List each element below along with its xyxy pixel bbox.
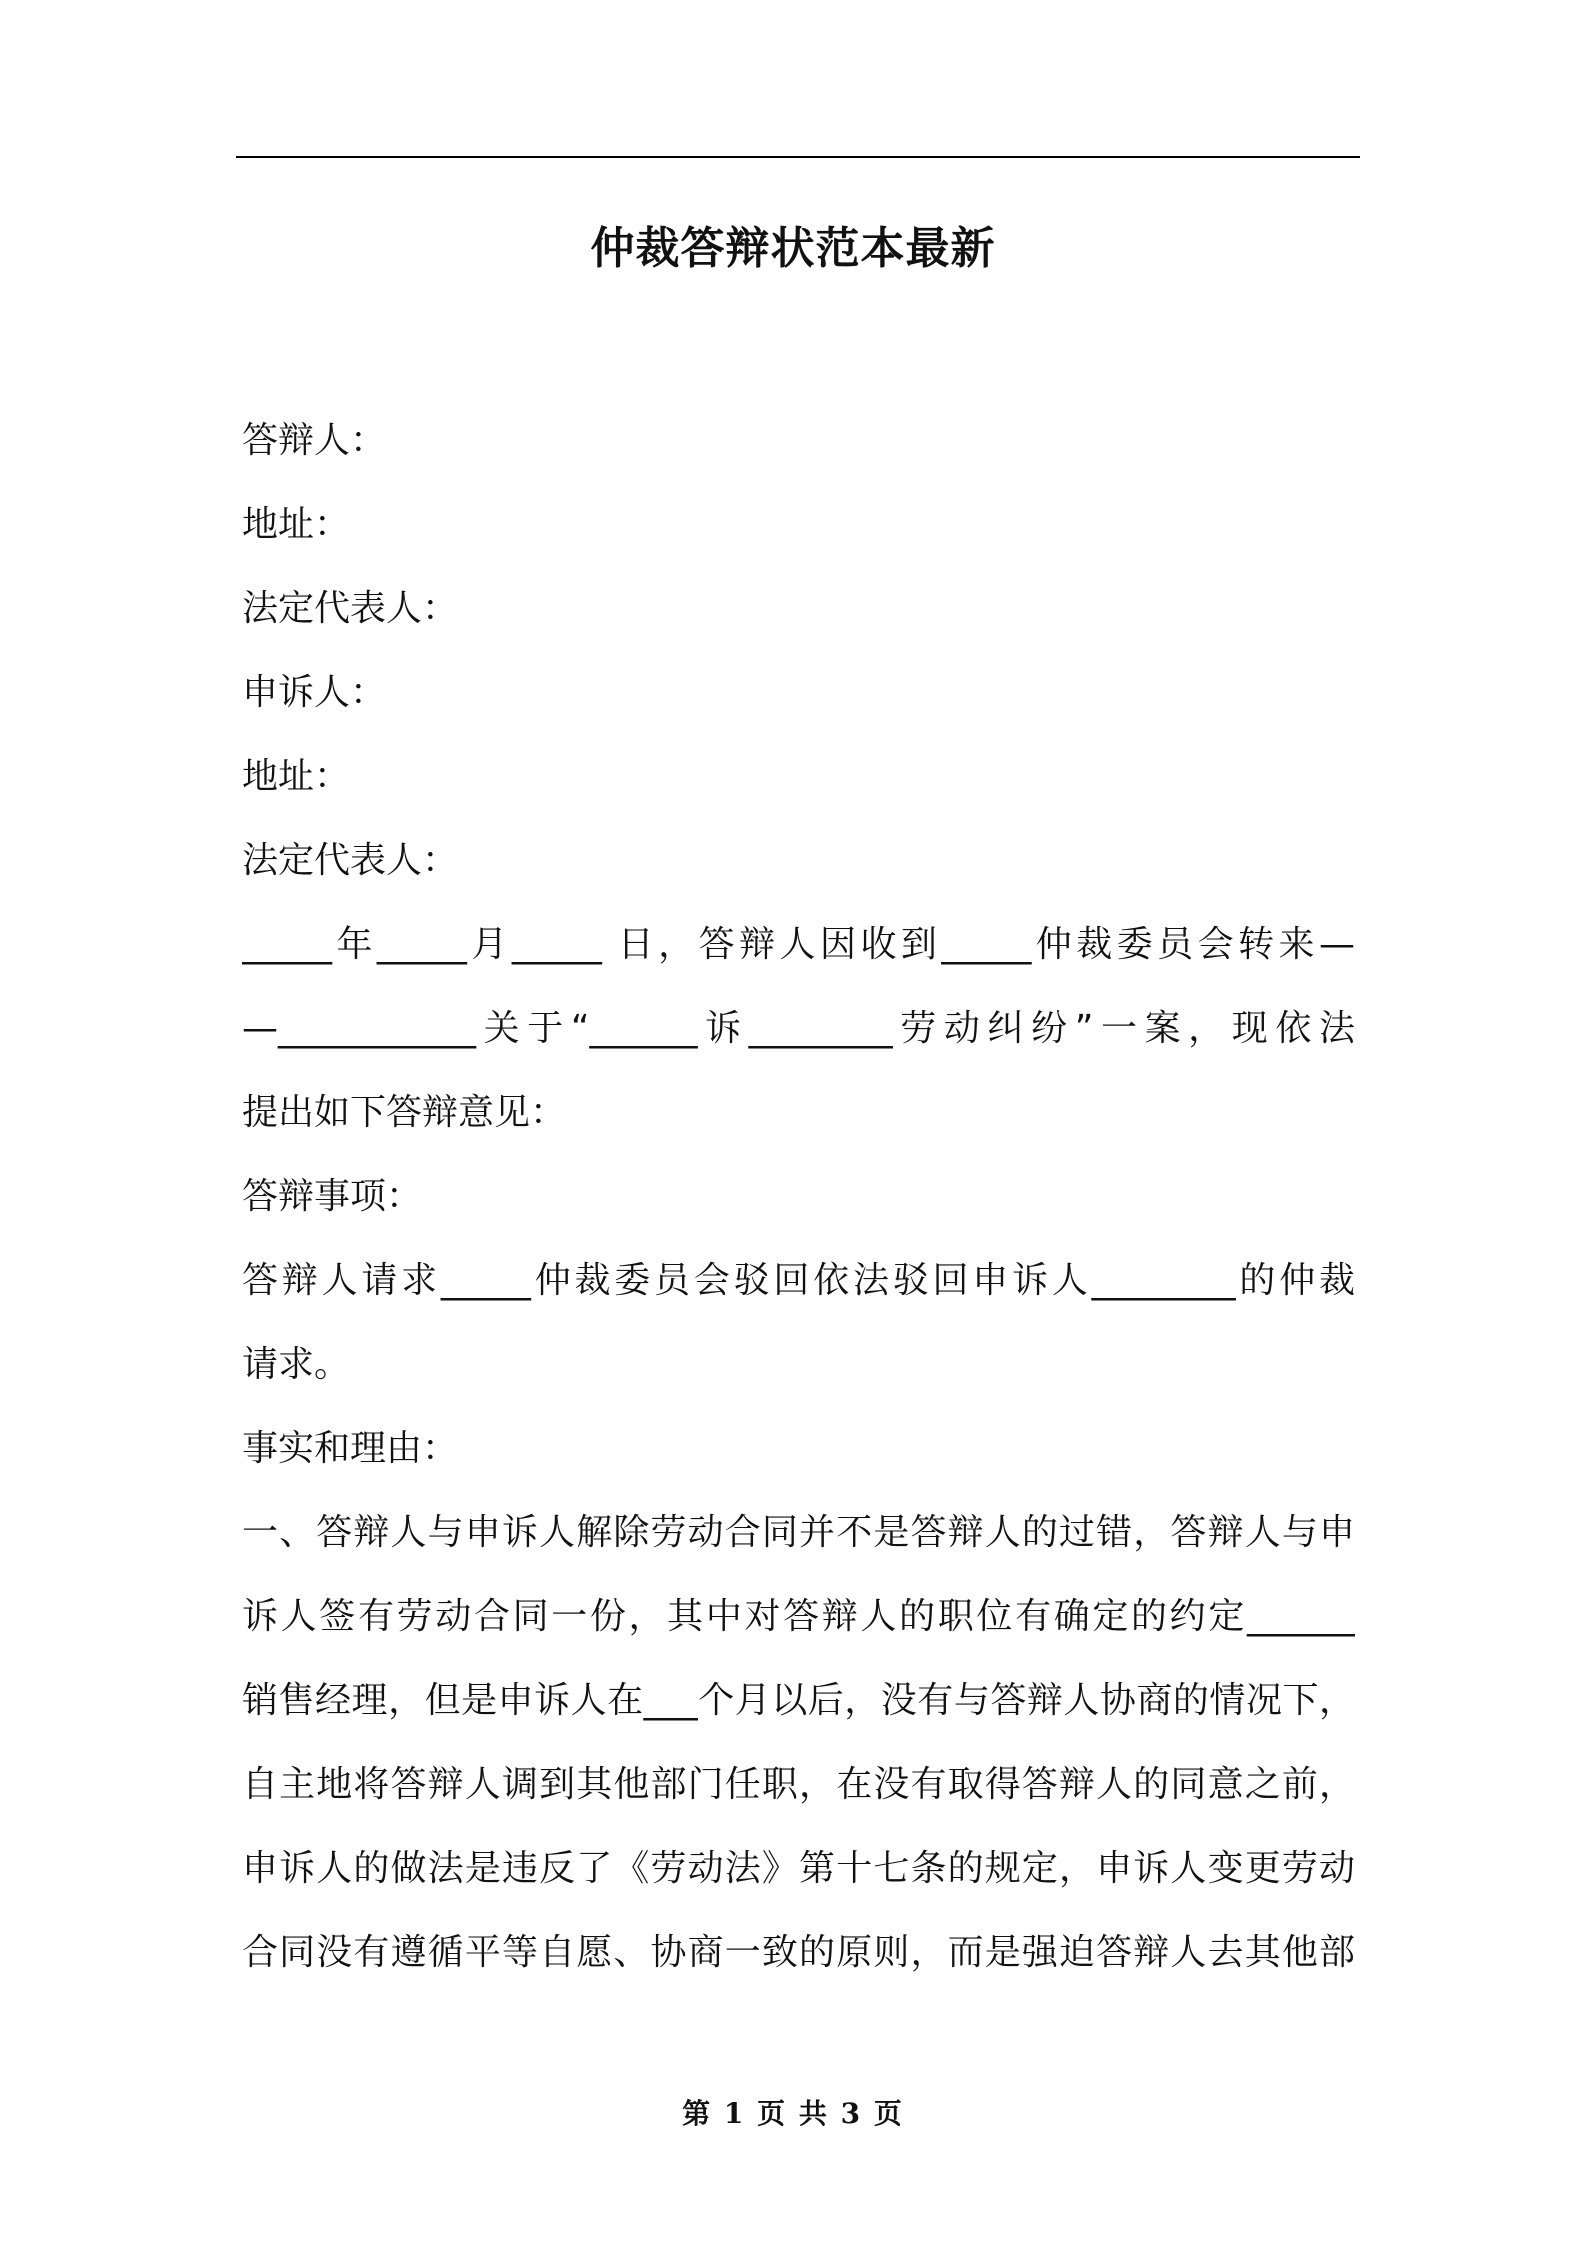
respondent-address-label: 地址： (242, 504, 351, 545)
page-number-footer: 第 1 页 共 3 页 (682, 2097, 904, 2130)
claimant-legal-rep-label: 法定代表人： (242, 840, 459, 881)
body-line: 一、答辩人与申诉人解除劳动合同并不是答辩人的过错，答辩人与申 (242, 1512, 1355, 1553)
section-heading-defense-items: 答辩事项： (242, 1176, 423, 1217)
body-line: 销售经理，但是申诉人在___个月以后，没有与答辩人协商的情况下， (242, 1680, 1355, 1721)
section-heading-facts-and-reasons: 事实和理由： (242, 1428, 459, 1469)
body-line: 提出如下答辩意见： (242, 1092, 567, 1133)
document-title: 仲裁答辩状范本最新 (590, 223, 996, 274)
claimant-label: 申诉人： (242, 672, 387, 713)
header-rule (236, 156, 1360, 158)
body-line: 诉人签有劳动合同一份，其中对答辩人的职位有确定的约定______ (242, 1596, 1355, 1637)
respondent-legal-rep-label: 法定代表人： (242, 588, 459, 629)
document-body (242, 399, 1355, 1995)
body-line: 申诉人的做法是违反了《劳动法》第十七条的规定，申诉人变更劳动 (242, 1848, 1355, 1889)
claimant-address-label: 地址： (242, 756, 351, 797)
body-line: 请求。 (242, 1344, 351, 1385)
body-line: _____年_____月_____ 日，答辩人因收到_____仲裁委员会转来— (242, 924, 1355, 965)
body-line: 自主地将答辩人调到其他部门任职，在没有取得答辩人的同意之前， (242, 1764, 1355, 1805)
body-line: 合同没有遵循平等自愿、协商一致的原则，而是强迫答辩人去其他部 (242, 1932, 1355, 1973)
body-line: —___________关于“______诉________劳动纠纷”一案，现依法 (242, 1008, 1355, 1049)
body-line: 答辩人请求_____仲裁委员会驳回依法驳回申诉人________的仲裁 (242, 1260, 1355, 1301)
respondent-label: 答辩人： (242, 420, 387, 461)
